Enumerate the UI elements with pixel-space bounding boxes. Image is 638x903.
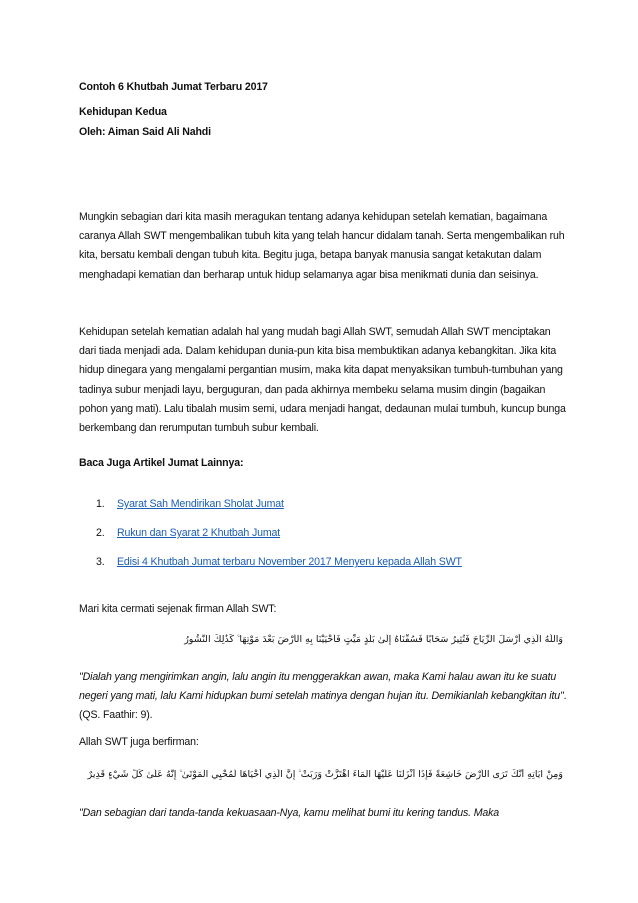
translation-1-reference: . (QS. Faathir: 9). <box>79 690 567 722</box>
verse-intro-1: Mari kita cermati sejenak firman Allah SWT: <box>79 603 277 615</box>
document-author: Oleh: Aiman Said Ali Nahdi <box>79 126 211 138</box>
related-links-list <box>79 498 579 585</box>
paragraph-2: Kehidupan setelah kematian adalah hal yang mudah bagi Allah SWT, semudah Allah SWT menciptakan dari tiada menjadi ada. Dalam kehidupan dunia-pun kita bisa membuktikan adanya kebangkitan. Jika kita hidup dinegara yang mengalami pergantian musim, maka kita dapat menyaksikan tumbuh-tumbuhan yang tadinya subur menjadi layu, berguguran, dan pada akhirnya membeku selama musim dingin (bagaikan pohon yang mati). Lalu tibalah musim semi, udara menjadi hangat, dedaunan mulai tumbuh, kuncup bunga berkembang dan rerumputan tumbuh subur kembali. <box>79 326 566 435</box>
paragraph-1: Mungkin sebagian dari kita masih meragukan tentang adanya kehidupan setelah kematian, bagaimana caranya Allah SWT mengembalikan tubuh kita yang telah hancur didalam tanah. Serta mengembalikan ruh kita, bersatu kembali dengan tubuh kita. Begitu juga, betapa banyak manusia sangat ketakutan dalam menghadapi kematian dan berharap untuk hidup selamanya agar bisa menikmati dunia dan seisinya. <box>79 211 565 281</box>
read-more-heading: Baca Juga Artikel Jumat Lainnya: <box>79 457 244 469</box>
related-link-3[interactable]: Edisi 4 Khutbah Jumat terbaru November 2017 Menyeru kepada Allah SWT <box>117 556 462 568</box>
translation-2: "Dan sebagian dari tanda-tanda kekuasaan-Nya, kamu melihat bumi itu kering tandus. Maka <box>79 807 500 819</box>
list-number: 2. <box>96 527 105 539</box>
related-link-2[interactable]: Rukun dan Syarat 2 Khutbah Jumat <box>117 527 281 539</box>
list-item <box>79 527 579 556</box>
list-item <box>79 498 579 527</box>
document-subtitle: Kehidupan Kedua <box>79 106 167 118</box>
arabic-verse-1: وَاللَّهُ الَّذِي أَرْسَلَ الرِّيَاحَ فَتُثِيرُ سَحَابًا فَسُقْنَاهُ إِلَىٰ بَلَدٍ مَيِّتٍ فَأَحْيَيْنَا بِهِ الْأَرْضَ بَعْدَ مَوْتِهَا ۚ كَذَٰلِكَ النُّشُورُ <box>184 633 563 645</box>
related-link-1[interactable]: Syarat Sah Mendirikan Sholat Jumat <box>117 498 284 510</box>
list-number: 3. <box>96 556 105 568</box>
translation-1 <box>79 668 567 726</box>
arabic-verse-2: وَمِنْ آيَاتِهِ أَنَّكَ تَرَى الْأَرْضَ خَاشِعَةً فَإِذَا أَنْزَلْنَا عَلَيْهَا الْمَاءَ اهْتَزَّتْ وَرَبَتْ ۚ إِنَّ الَّذِي أَحْيَاهَا لَمُحْيِي الْمَوْتَىٰ ۚ إِنَّهُ عَلَىٰ كُلِّ شَيْءٍ قَدِيرٌ <box>87 768 563 780</box>
translation-1-text: "Dialah yang mengirimkan angin, lalu angin itu menggerakkan awan, maka Kami halau awan itu ke suatu negeri yang mati, lalu Kami hidupkan bumi setelah matinya dengan hujan itu. Demikianlah kebangkitan itu" <box>79 671 564 703</box>
verse-intro-2: Allah SWT juga berfirman: <box>79 736 199 748</box>
list-number: 1. <box>96 498 105 510</box>
list-item <box>79 556 579 585</box>
document-title: Contoh 6 Khutbah Jumat Terbaru 2017 <box>79 81 268 93</box>
